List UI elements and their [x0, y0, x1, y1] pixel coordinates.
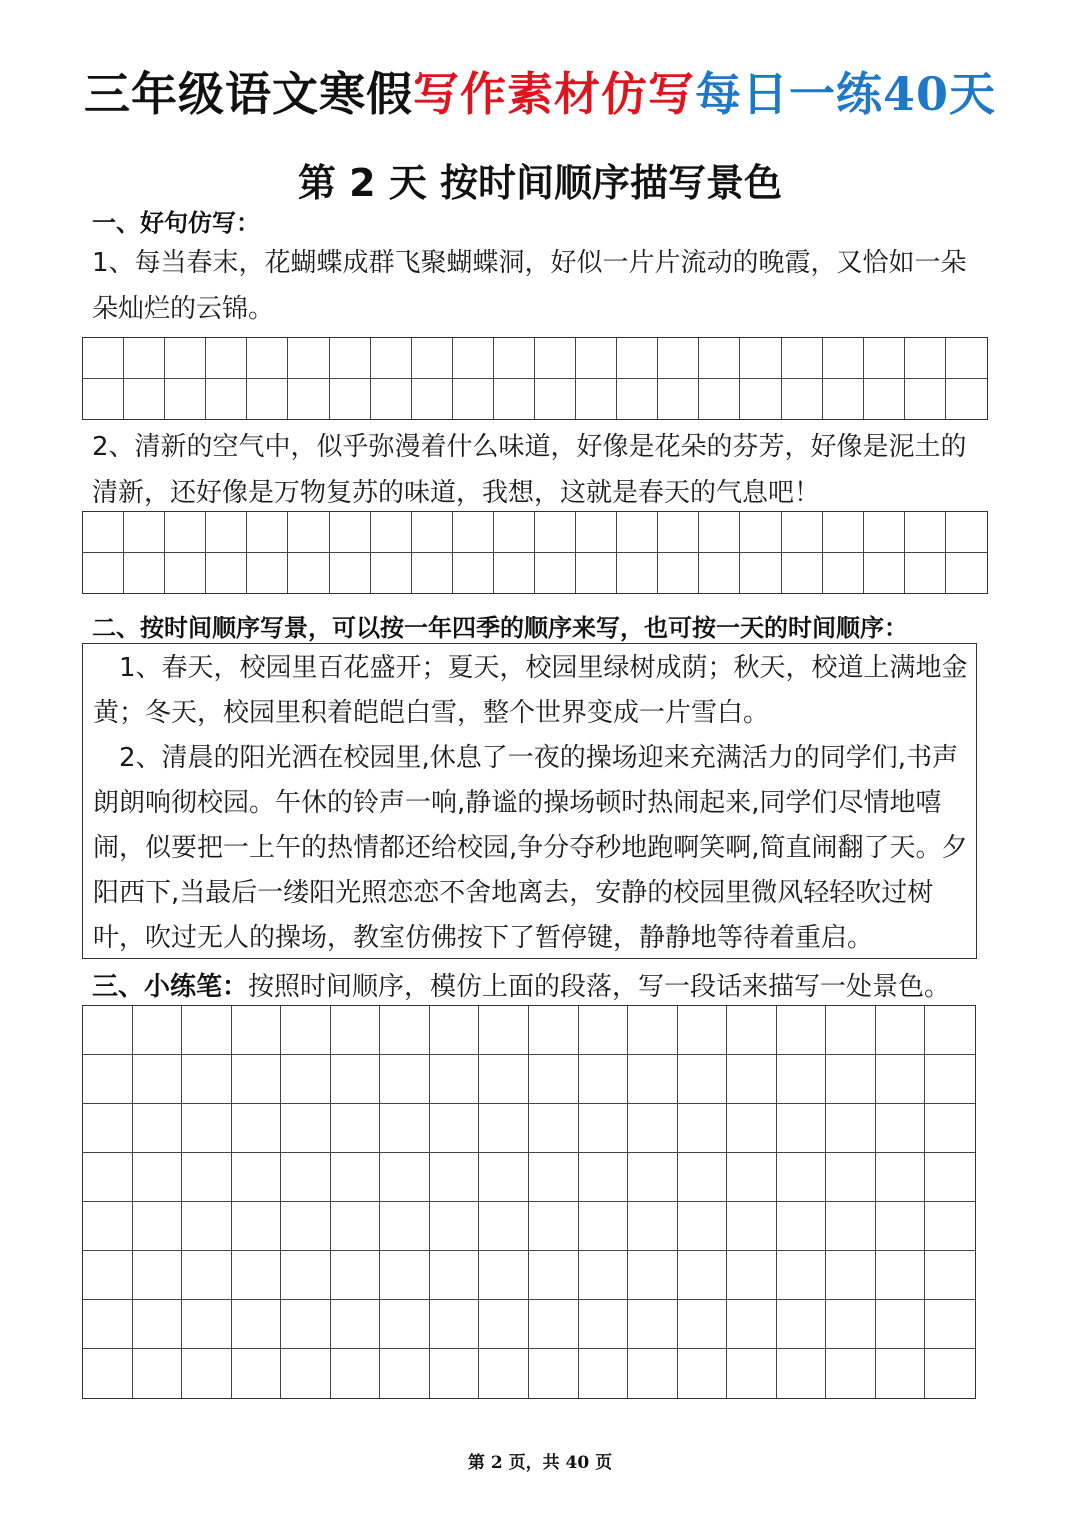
grid-cell[interactable] [380, 1300, 430, 1349]
grid-cell[interactable] [782, 553, 823, 594]
grid-cell[interactable] [628, 1055, 678, 1104]
grid-cell[interactable] [826, 1006, 876, 1055]
grid-cell[interactable] [946, 553, 987, 594]
grid-cell[interactable] [453, 379, 494, 420]
grid-cell[interactable] [430, 1300, 480, 1349]
grid-cell[interactable] [206, 338, 247, 379]
grid-cell[interactable] [479, 1349, 529, 1398]
grid-cell[interactable] [165, 379, 206, 420]
grid-cell[interactable] [412, 379, 453, 420]
grid-cell[interactable] [232, 1251, 282, 1300]
section1-heading: 一、好句仿写： [92, 209, 260, 237]
grid-cell[interactable] [925, 1055, 975, 1104]
grid-cell[interactable] [740, 379, 781, 420]
grid-cell[interactable] [494, 512, 535, 553]
grid-cell[interactable] [331, 1251, 381, 1300]
grid-cell[interactable] [430, 1202, 480, 1251]
grid-cell[interactable] [876, 1202, 926, 1251]
grid-cell[interactable] [331, 1055, 381, 1104]
grid-cell[interactable] [876, 1300, 926, 1349]
grid-cell[interactable] [380, 1104, 430, 1153]
grid-cell[interactable] [479, 1300, 529, 1349]
grid-cell[interactable] [133, 1349, 183, 1398]
grid-cell[interactable] [699, 338, 740, 379]
grid-cell[interactable] [925, 1006, 975, 1055]
grid-cell[interactable] [678, 1251, 728, 1300]
grid-cell[interactable] [430, 1104, 480, 1153]
grid-cell[interactable] [83, 1055, 133, 1104]
grid-cell[interactable] [83, 379, 124, 420]
grid-cell[interactable] [232, 1006, 282, 1055]
grid-cell[interactable] [658, 553, 699, 594]
practice-writing-grid[interactable] [82, 1005, 976, 1399]
grid-cell[interactable] [247, 379, 288, 420]
grid-cell[interactable] [727, 1055, 777, 1104]
grid-cell[interactable] [535, 379, 576, 420]
grid-cell[interactable] [124, 512, 165, 553]
grid-cell[interactable] [133, 1153, 183, 1202]
grid-cell[interactable] [331, 1300, 381, 1349]
grid-cell[interactable] [628, 1153, 678, 1202]
grid-cell[interactable] [133, 1006, 183, 1055]
grid-cell[interactable] [699, 553, 740, 594]
grid-cell[interactable] [678, 1055, 728, 1104]
grid-cell[interactable] [331, 1006, 381, 1055]
grid-cell[interactable] [247, 553, 288, 594]
grid-cell[interactable] [330, 553, 371, 594]
grid-cell[interactable] [579, 1349, 629, 1398]
grid-cell[interactable] [925, 1202, 975, 1251]
grid-cell[interactable] [380, 1055, 430, 1104]
grid-cell[interactable] [628, 1104, 678, 1153]
grid-cell[interactable] [133, 1300, 183, 1349]
grid-cell[interactable] [864, 512, 905, 553]
grid-cell[interactable] [412, 338, 453, 379]
grid-cell[interactable] [182, 1349, 232, 1398]
grid-cell[interactable] [412, 512, 453, 553]
grid-cell[interactable] [628, 1349, 678, 1398]
grid-cell[interactable] [165, 338, 206, 379]
grid-cell[interactable] [529, 1104, 579, 1153]
grid-cell[interactable] [864, 338, 905, 379]
grid-cell[interactable] [925, 1300, 975, 1349]
grid-cell[interactable] [617, 553, 658, 594]
grid-cell[interactable] [529, 1349, 579, 1398]
grid-cell[interactable] [782, 338, 823, 379]
grid-cell[interactable] [628, 1202, 678, 1251]
grid-cell[interactable] [479, 1251, 529, 1300]
grid-cell[interactable] [740, 553, 781, 594]
grid-cell[interactable] [281, 1055, 331, 1104]
grid-cell[interactable] [727, 1202, 777, 1251]
example-paragraph-1: 1、春天，校园里百花盛开；夏天，校园里绿树成荫；秋天，校道上满地金黄；冬天，校园里积着皑皑白雪，整个世界变成一片雪白。 [93, 653, 968, 728]
grid-cell[interactable] [876, 1055, 926, 1104]
grid-cell[interactable] [823, 512, 864, 553]
title-part-blue: 每日一练40天 [694, 67, 996, 121]
grid-cell[interactable] [727, 1300, 777, 1349]
grid-cell[interactable] [777, 1251, 827, 1300]
grid-cell[interactable] [925, 1349, 975, 1398]
grid-cell[interactable] [479, 1202, 529, 1251]
grid-cell[interactable] [678, 1300, 728, 1349]
grid-cell[interactable] [331, 1202, 381, 1251]
grid-cell[interactable] [288, 512, 329, 553]
grid-cell[interactable] [83, 338, 124, 379]
grid-cell[interactable] [453, 553, 494, 594]
grid-cell[interactable] [617, 338, 658, 379]
grid-cell[interactable] [430, 1349, 480, 1398]
grid-cell[interactable] [535, 512, 576, 553]
grid-cell[interactable] [479, 1104, 529, 1153]
grid-cell[interactable] [83, 553, 124, 594]
main-title [0, 58, 1080, 124]
grid-cell[interactable] [288, 379, 329, 420]
grid-cell[interactable] [579, 1006, 629, 1055]
grid-cell[interactable] [206, 553, 247, 594]
title-part-red: 写作素材仿写 [412, 67, 695, 121]
sentence-2: 2、清新的空气中，似乎弥漫着什么味道，好像是花朵的芬芳，好像是泥土的清新，还好像是万物复苏的味道，我想，这就是春天的气息吧！ [92, 432, 967, 508]
grid-cell[interactable] [133, 1104, 183, 1153]
grid-cell[interactable] [826, 1055, 876, 1104]
grid-cell[interactable] [232, 1300, 282, 1349]
grid-cell[interactable] [529, 1153, 579, 1202]
grid-cell[interactable] [494, 338, 535, 379]
grid-cell[interactable] [576, 512, 617, 553]
grid-cell[interactable] [331, 1153, 381, 1202]
grid-cell[interactable] [479, 1153, 529, 1202]
grid-cell[interactable] [535, 553, 576, 594]
grid-cell[interactable] [864, 553, 905, 594]
example-paragraph-2: 2、清晨的阳光洒在校园里,休息了一夜的操场迎来充满活力的同学们,书声朗朗响彻校园。午休的铃声一响,静谧的操场顿时热闹起来,同学们尽情地嘻闹，似要把一上午的热情都还给校园,争分夺秒地跑啊笑啊,简直闹翻了天。夕阳西下,当最后一缕阳光照恋恋不舍地离去，安静的校园里微风轻轻吹过树叶，吹过无人的操场，教室仿佛按下了暂停键，静静地等待着重启。 [93, 743, 968, 953]
grid-cell[interactable] [777, 1055, 827, 1104]
grid-cell[interactable] [165, 553, 206, 594]
grid-cell[interactable] [330, 512, 371, 553]
grid-cell[interactable] [371, 379, 412, 420]
grid-cell[interactable] [658, 338, 699, 379]
grid-cell[interactable] [182, 1055, 232, 1104]
grid-cell[interactable] [494, 553, 535, 594]
grid-cell[interactable] [430, 1055, 480, 1104]
section3-heading: 三、小练笔： [92, 972, 249, 1002]
grid-cell[interactable] [823, 338, 864, 379]
grid-cell[interactable] [876, 1153, 926, 1202]
grid-cell[interactable] [628, 1006, 678, 1055]
grid-cell[interactable] [535, 338, 576, 379]
grid-cell[interactable] [727, 1104, 777, 1153]
example-paragraph-box [82, 643, 977, 959]
grid-cell[interactable] [529, 1251, 579, 1300]
grid-cell[interactable] [699, 379, 740, 420]
grid-cell[interactable] [371, 512, 412, 553]
grid-cell[interactable] [247, 338, 288, 379]
grid-cell[interactable] [946, 338, 987, 379]
grid-cell[interactable] [83, 1104, 133, 1153]
grid-cell[interactable] [727, 1349, 777, 1398]
grid-cell[interactable] [83, 512, 124, 553]
grid-cell[interactable] [727, 1251, 777, 1300]
page-footer: 第 2 页，共 40 页 [467, 1453, 613, 1473]
grid-cell[interactable] [905, 338, 946, 379]
grid-cell[interactable] [232, 1349, 282, 1398]
grid-cell[interactable] [281, 1104, 331, 1153]
grid-cell[interactable] [124, 379, 165, 420]
grid-cell[interactable] [182, 1202, 232, 1251]
grid-cell[interactable] [83, 1300, 133, 1349]
grid-cell[interactable] [699, 512, 740, 553]
grid-cell[interactable] [331, 1349, 381, 1398]
grid-cell[interactable] [371, 553, 412, 594]
grid-cell[interactable] [232, 1202, 282, 1251]
grid-cell[interactable] [678, 1006, 728, 1055]
grid-cell[interactable] [281, 1202, 331, 1251]
grid-cell[interactable] [453, 512, 494, 553]
grid-cell[interactable] [678, 1202, 728, 1251]
grid-cell[interactable] [288, 553, 329, 594]
grid-cell[interactable] [380, 1251, 430, 1300]
grid-cell[interactable] [579, 1300, 629, 1349]
grid-cell[interactable] [371, 338, 412, 379]
grid-cell[interactable] [658, 379, 699, 420]
grid-cell[interactable] [529, 1055, 579, 1104]
grid-cell[interactable] [430, 1006, 480, 1055]
grid-cell[interactable] [678, 1153, 728, 1202]
grid-cell[interactable] [165, 512, 206, 553]
grid-cell[interactable] [823, 379, 864, 420]
grid-cell[interactable] [628, 1300, 678, 1349]
grid-cell[interactable] [876, 1104, 926, 1153]
grid-cell[interactable] [617, 379, 658, 420]
grid-cell[interactable] [529, 1300, 579, 1349]
grid-cell[interactable] [579, 1055, 629, 1104]
grid-cell[interactable] [83, 1006, 133, 1055]
grid-cell[interactable] [864, 379, 905, 420]
grid-cell[interactable] [826, 1251, 876, 1300]
grid-cell[interactable] [83, 1349, 133, 1398]
grid-cell[interactable] [826, 1202, 876, 1251]
grid-cell[interactable] [453, 338, 494, 379]
grid-cell[interactable] [182, 1104, 232, 1153]
grid-cell[interactable] [740, 338, 781, 379]
grid-cell[interactable] [124, 553, 165, 594]
grid-cell[interactable] [330, 338, 371, 379]
grid-cell[interactable] [281, 1349, 331, 1398]
grid-cell[interactable] [727, 1153, 777, 1202]
grid-cell[interactable] [678, 1349, 728, 1398]
grid-cell[interactable] [777, 1104, 827, 1153]
grid-cell[interactable] [826, 1153, 876, 1202]
grid-cell[interactable] [876, 1006, 926, 1055]
grid-cell[interactable] [206, 379, 247, 420]
grid-cell[interactable] [529, 1006, 579, 1055]
grid-cell[interactable] [182, 1251, 232, 1300]
grid-cell[interactable] [925, 1153, 975, 1202]
grid-cell[interactable] [925, 1251, 975, 1300]
grid-cell[interactable] [678, 1104, 728, 1153]
grid-cell[interactable] [777, 1006, 827, 1055]
grid-cell[interactable] [782, 512, 823, 553]
grid-cell[interactable] [281, 1006, 331, 1055]
grid-cell[interactable] [133, 1251, 183, 1300]
grid-cell[interactable] [479, 1055, 529, 1104]
grid-cell[interactable] [905, 379, 946, 420]
grid-cell[interactable] [727, 1006, 777, 1055]
grid-cell[interactable] [182, 1300, 232, 1349]
grid-cell[interactable] [826, 1349, 876, 1398]
grid-cell[interactable] [740, 512, 781, 553]
grid-cell[interactable] [380, 1202, 430, 1251]
grid-cell[interactable] [479, 1006, 529, 1055]
grid-cell[interactable] [247, 512, 288, 553]
day-title: 第 2 天 按时间顺序描写景色 [297, 161, 783, 205]
grid-cell[interactable] [826, 1104, 876, 1153]
title-part-black: 三年级语文寒假 [83, 67, 413, 121]
grid-cell[interactable] [206, 512, 247, 553]
grid-cell[interactable] [83, 1153, 133, 1202]
grid-cell[interactable] [579, 1104, 629, 1153]
grid-cell[interactable] [232, 1055, 282, 1104]
grid-cell[interactable] [823, 553, 864, 594]
grid-cell[interactable] [777, 1300, 827, 1349]
grid-cell[interactable] [494, 379, 535, 420]
grid-cell[interactable] [876, 1349, 926, 1398]
grid-cell[interactable] [412, 553, 453, 594]
grid-cell[interactable] [777, 1349, 827, 1398]
writing-grid-2[interactable] [82, 511, 988, 594]
grid-cell[interactable] [124, 338, 165, 379]
grid-cell[interactable] [281, 1300, 331, 1349]
grid-cell[interactable] [777, 1153, 827, 1202]
grid-cell[interactable] [331, 1104, 381, 1153]
grid-cell[interactable] [288, 338, 329, 379]
grid-cell[interactable] [182, 1006, 232, 1055]
grid-cell[interactable] [576, 379, 617, 420]
grid-cell[interactable] [83, 1251, 133, 1300]
grid-cell[interactable] [925, 1104, 975, 1153]
writing-grid-1[interactable] [82, 337, 988, 420]
grid-cell[interactable] [330, 379, 371, 420]
grid-cell[interactable] [430, 1153, 480, 1202]
grid-cell[interactable] [579, 1153, 629, 1202]
section3-instruction: 按照时间顺序，模仿上面的段落，写一段话来描写一处景色。 [248, 972, 951, 1002]
grid-cell[interactable] [576, 338, 617, 379]
grid-cell[interactable] [380, 1006, 430, 1055]
grid-cell[interactable] [232, 1104, 282, 1153]
grid-cell[interactable] [628, 1251, 678, 1300]
grid-cell[interactable] [380, 1153, 430, 1202]
grid-cell[interactable] [658, 512, 699, 553]
grid-cell[interactable] [579, 1202, 629, 1251]
grid-cell[interactable] [430, 1251, 480, 1300]
grid-cell[interactable] [380, 1349, 430, 1398]
grid-cell[interactable] [83, 1202, 133, 1251]
grid-cell[interactable] [876, 1251, 926, 1300]
grid-cell[interactable] [281, 1251, 331, 1300]
section2-heading: 二、按时间顺序写景，可以按一年四季的顺序来写，也可按一天的时间顺序： [92, 614, 908, 642]
grid-cell[interactable] [777, 1202, 827, 1251]
grid-cell[interactable] [617, 512, 658, 553]
grid-cell[interactable] [133, 1055, 183, 1104]
grid-cell[interactable] [576, 553, 617, 594]
grid-cell[interactable] [182, 1153, 232, 1202]
grid-cell[interactable] [232, 1153, 282, 1202]
grid-cell[interactable] [281, 1153, 331, 1202]
grid-cell[interactable] [946, 379, 987, 420]
grid-cell[interactable] [905, 553, 946, 594]
grid-cell[interactable] [579, 1251, 629, 1300]
grid-cell[interactable] [946, 512, 987, 553]
grid-cell[interactable] [905, 512, 946, 553]
grid-cell[interactable] [529, 1202, 579, 1251]
grid-cell[interactable] [826, 1300, 876, 1349]
section3-heading-line [92, 966, 950, 1003]
grid-cell[interactable] [782, 379, 823, 420]
sentence-1: 1、每当春末，花蝴蝶成群飞聚蝴蝶洞，好似一片片流动的晚霞，又恰如一朵朵灿烂的云锦。 [92, 248, 967, 324]
grid-cell[interactable] [133, 1202, 183, 1251]
